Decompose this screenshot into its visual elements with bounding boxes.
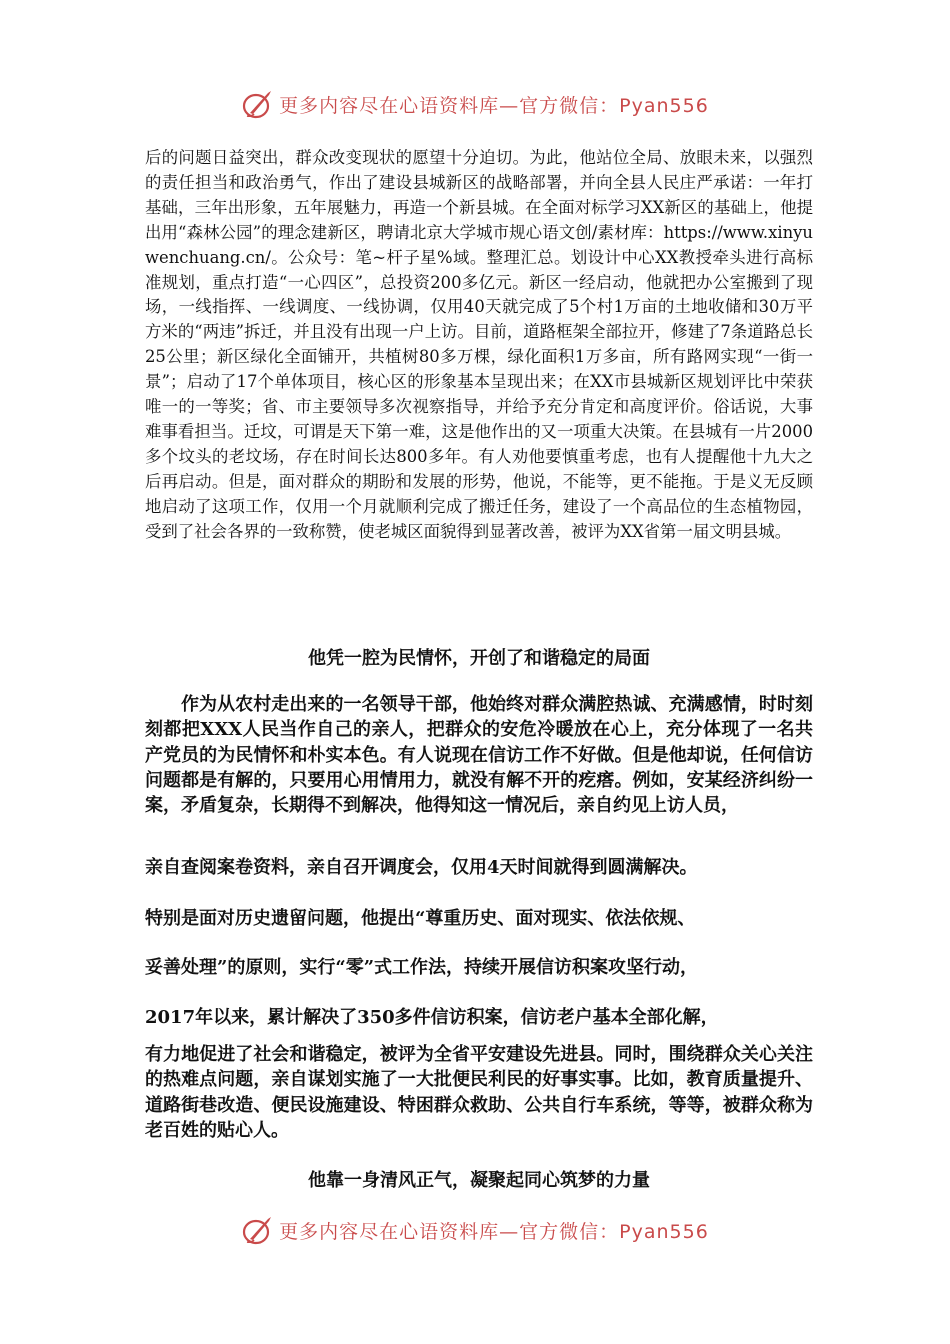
quill-logo-icon <box>241 87 275 121</box>
body-line-3: 妥善处理”的原则，实行“零”式工作法，持续开展信访积案攻坚行动， <box>145 957 699 978</box>
body-line-4: 2017年以来，累计解决了350多件信访积案，信访老户基本全部化解， <box>145 1007 719 1028</box>
section-heading-1: 他凭一腔为民情怀，开创了和谐稳定的局面 <box>308 648 650 669</box>
banner-text: 更多内容尽在心语资料库—官方微信：Pyan556 <box>279 94 709 117</box>
quill-logo-icon <box>241 1213 275 1247</box>
body-paragraph-2: 作为从农村走出来的一名领导干部，他始终对群众满腔热诚、充满感情，时时刻刻都把XXX人民当作自己的亲人，把群众的安危冷暖放在心上，充分体现了一名共产党员的为民情怀和朴实本色。有人说现在信访工作不好做。但是他却说，任何信访问题都是有解的，只要用心用情用力，就没有解不开的疙瘩。例如，安某经济纠纷一案，矛盾复杂，长期得不到解决，他得知这一情况后，亲自约见上访人员， <box>145 694 813 817</box>
footer-banner <box>0 1210 950 1250</box>
header-banner <box>0 84 950 124</box>
body-paragraph-3: 有力地促进了社会和谐稳定，被评为全省平安建设先进县。同时，围绕群众关心关注的热难点问题，亲自谋划实施了一大批便民利民的好事实事。比如，教育质量提升、道路街巷改造、便民设施建设、特困群众救助、公共自行车系统，等等，被群众称为老百姓的贴心人。 <box>145 1044 813 1141</box>
section-heading-2: 他靠一身清风正气，凝聚起同心筑梦的力量 <box>308 1170 650 1191</box>
banner-text: 更多内容尽在心语资料库—官方微信：Pyan556 <box>279 1220 709 1243</box>
body-line-2: 特别是面对历史遗留问题，他提出“尊重历史、面对现实、依法依规、 <box>145 908 696 929</box>
body-line-1: 亲自查阅案卷资料，亲自召开调度会，仅用4天时间就得到圆满解决。 <box>145 857 698 878</box>
body-paragraph-1: 后的问题日益突出，群众改变现状的愿望十分迫切。为此，他站位全局、放眼未来，以强烈的责任担当和政治勇气，作出了建设县城新区的战略部署，并向全县人民庄严承诺：一年打基础，三年出形象，五年展魅力，再造一个新县城。在全面对标学习XX新区的基础上，他提出用“森林公园”的理念建新区，聘请北京大学城市规心语文创/素材库：https://www.xinyuwenchuang.cn/。公众号：笔~杆子星%域。整理汇总。划设计中心XX教授牵头进行高标准规划，重点打造“一心四区”，总投资200多亿元。新区一经启动，他就把办公室搬到了现场，一线指挥、一线调度、一线协调，仅用40天就完成了5个村1万亩的土地收储和30万平方米的“两违”拆迁，并且没有出现一户上访。目前，道路框架全部拉开，修建了7条道路总长25公里；新区绿化全面铺开，共植树80多万棵，绿化面积1万多亩，所有路网实现“一街一景”；启动了17个单体项目，核心区的形象基本呈现出来；在XX市县城新区规划评比中荣获唯一的一等奖；省、市主要领导多次视察指导，并给予充分肯定和高度评价。俗话说，大事难事看担当。迁坟，可谓是天下第一难，这是他作出的又一项重大决策。在县城有一片2000多个坟头的老坟场，存在时间长达800多年。有人劝他要慎重考虑，也有人提醒他十九大之后再启动。但是，面对群众的期盼和发展的形势，他说，不能等，更不能拖。于是义无反顾地启动了这项工作，仅用一个月就顺利完成了搬迁任务，建设了一个高品位的生态植物园，受到了社会各界的一致称赞，使老城区面貌得到显著改善，被评为XX省第一届文明县城。 <box>145 148 813 541</box>
